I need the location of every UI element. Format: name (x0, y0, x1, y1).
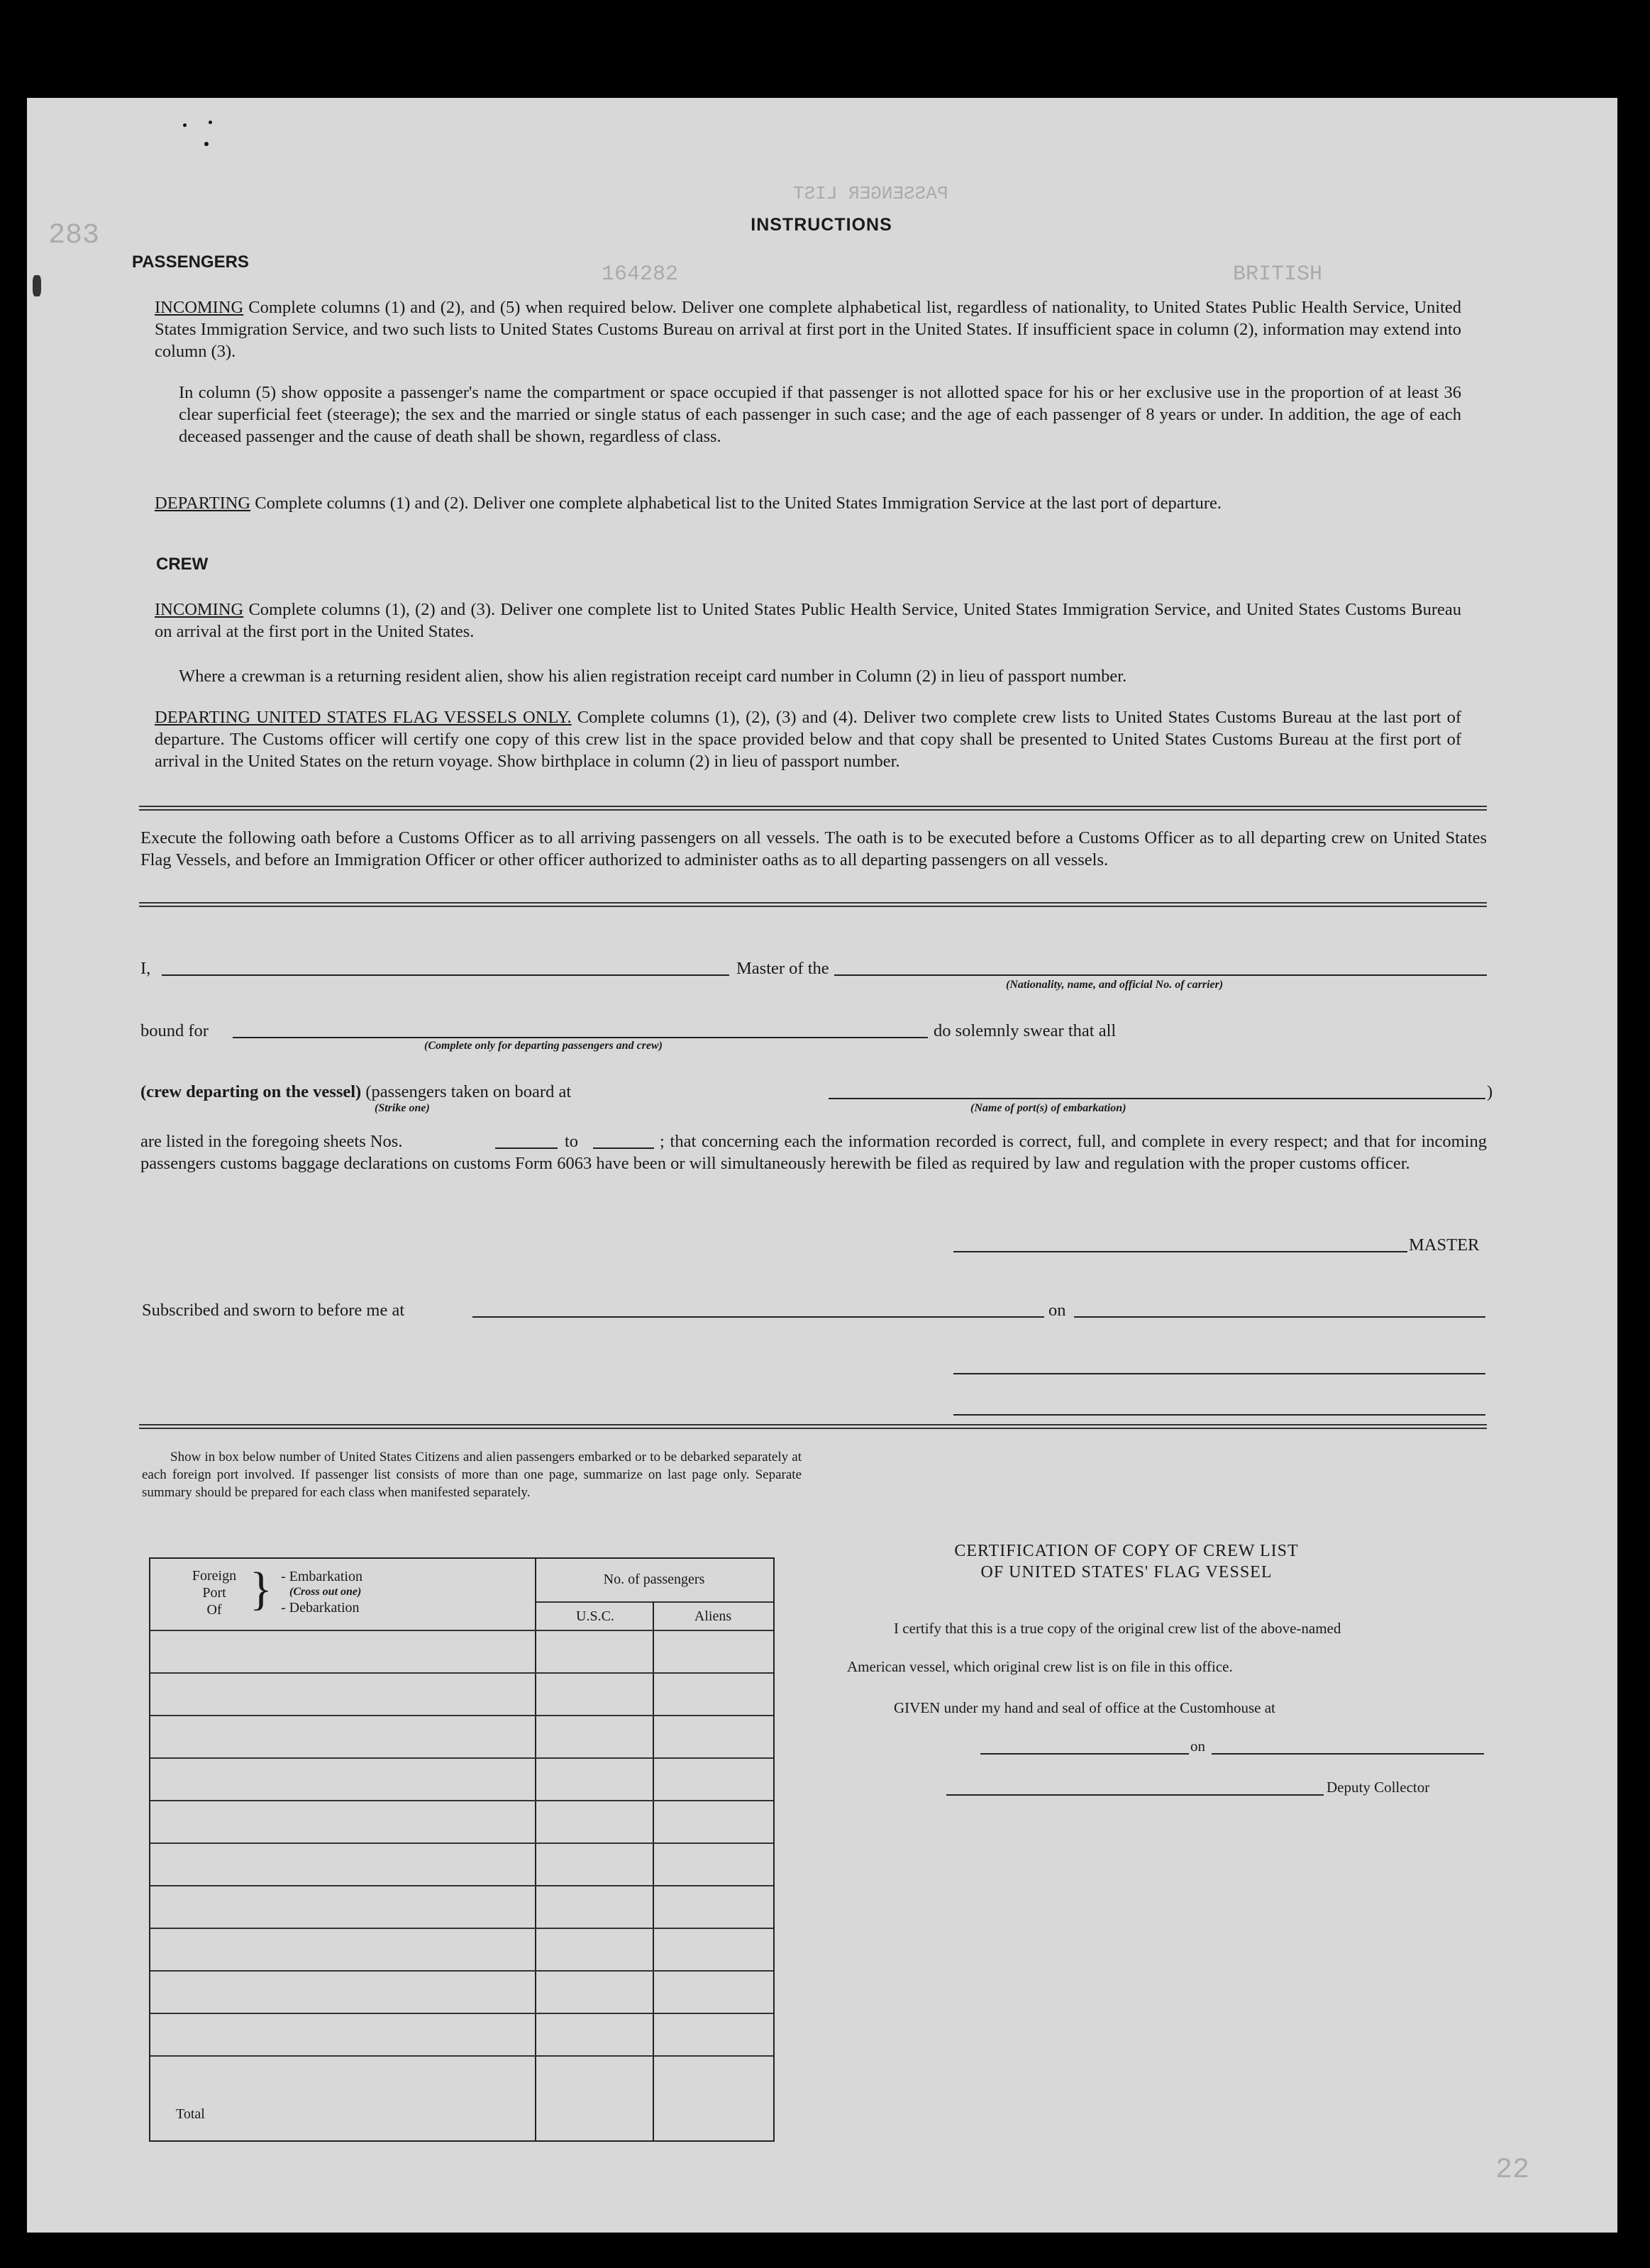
table-row-border (150, 1885, 773, 1886)
column5-paragraph: In column (5) show opposite a passenger's name the compartment or space occupied if that passenger is not allotted space for his or her exclusive use in the proportion of at least 36 clear superficial feet (steerage); the sex and the married or single status of each passenger in such case; and the age of each passenger of 8 years or under. In addition, the age of each deceased passenger and the cause of death shall be shown, regardless of class. (179, 383, 1461, 446)
certification-date-line[interactable] (1212, 1753, 1484, 1755)
section-divider (139, 1424, 1487, 1429)
table-row-border (150, 1800, 773, 1801)
aliens-header: Aliens (694, 1608, 732, 1624)
oath-solemnly: do solemnly swear that all (934, 1021, 1117, 1040)
certification-title-2: OF UNITED STATES' FLAG VESSEL (980, 1563, 1273, 1582)
master-label: MASTER (1409, 1235, 1480, 1255)
crew-departing-option[interactable]: (crew departing on the vessel) (140, 1082, 362, 1101)
subscribed-place-line[interactable] (472, 1316, 1044, 1318)
instructions-title: INSTRUCTIONS (751, 215, 892, 235)
passengers-departing-label: DEPARTING (155, 494, 251, 513)
form-page (27, 98, 1617, 2233)
table-row-border (150, 1928, 773, 1929)
ports-line[interactable] (829, 1098, 1485, 1099)
table-row-border (150, 2013, 773, 2014)
no-of-passengers-header: No. of passengers (603, 1572, 705, 1587)
bleed-through-bottom-number: 22 (1495, 2155, 1530, 2186)
bleed-through-page-number: 283 (48, 220, 100, 252)
table-row-border (150, 1757, 773, 1759)
passengers-incoming-text: Complete columns (1) and (2), and (5) when required below. Deliver one complete alphabetical list, regardless of nationality, to United States Public Health Service, United States Immigration Service, and two such lists to United States Customs Bureau on arrival at first port in the United States. If insufficient space in column (2), information may extend into column (3). (155, 298, 1462, 361)
column-divider (653, 1601, 654, 2140)
customhouse-place-line[interactable] (980, 1753, 1189, 1755)
total-label: Total (176, 2106, 205, 2122)
subscribed-label: Subscribed and sworn to before me at (142, 1301, 405, 1320)
deputy-signature-line[interactable] (946, 1794, 1324, 1796)
passengers-incoming-paragraph (155, 296, 1461, 362)
ink-speck (183, 123, 187, 127)
oath-master-of: Master of the (736, 959, 829, 978)
master-signature-line[interactable] (953, 1251, 1407, 1252)
crew-alien-paragraph: Where a crewman is a returning resident alien, show his alien registration receipt card number in Column (2) in lieu of passport number. (179, 667, 1127, 686)
section-divider (139, 902, 1487, 907)
given-line: GIVEN under my hand and seal of office at the Customhouse at (894, 1699, 1275, 1716)
section-divider (139, 806, 1487, 811)
bleed-through-british: BRITISH (1233, 262, 1323, 287)
subscribed-on: on (1048, 1301, 1066, 1320)
certification-title-1: CERTIFICATION OF COPY OF CREW LIST (954, 1542, 1299, 1560)
brace-icon: } (250, 1563, 272, 1615)
header-divider (536, 1601, 773, 1603)
header-row-border (150, 1630, 773, 1631)
oath-bound-for: bound for (140, 1021, 209, 1040)
certify-line-2: American vessel, which original crew list is on file in this office. (847, 1658, 1233, 1675)
officer-signature-line-2[interactable] (953, 1414, 1485, 1416)
deputy-collector-label: Deputy Collector (1327, 1779, 1430, 1796)
bound-for-line[interactable] (233, 1037, 928, 1038)
table-row-border (150, 1672, 773, 1674)
carrier-line[interactable] (834, 974, 1487, 976)
embarkation-label[interactable]: - Embarkation (281, 1569, 362, 1584)
officer-signature-line-1[interactable] (953, 1373, 1485, 1374)
crew-departing-label: DEPARTING UNITED STATES FLAG VESSELS ONLY. (155, 708, 572, 727)
crew-departing-text: Complete columns (1), (2), (3) and (4). Deliver two complete crew lists to United States Customs Bureau at the last port of departure. The Customs officer will certify one copy of this crew list in the space provided below and that copy shall be presented to United States Customs Bureau at the first port of arrival in the United States on the return voyage. Show birthplace in column (2) in lieu of passport number. (155, 708, 1461, 771)
oath-crew-departing (140, 1081, 571, 1103)
oath-listed-text: ; that concerning each the information recorded is correct, full, and complete in every respect; and that for incoming passengers customs baggage declarations on customs Form 6063 have been or will simultaneously herewith be filed as required by law and regulation with the proper customs officer. (140, 1132, 1487, 1173)
crew-incoming-label: INCOMING (155, 600, 244, 619)
subscribed-date-line[interactable] (1074, 1316, 1485, 1318)
strike-one-caption: (Strike one) (375, 1102, 430, 1114)
passenger-summary-table (149, 1557, 775, 2142)
passengers-taken-option[interactable]: (passengers taken on board at (365, 1082, 572, 1101)
oath-i-label: I, (140, 959, 151, 978)
oath-intro: Execute the following oath before a Customs Officer as to all arriving passengers on all vessels. The oath is to be executed before a Customs Officer as to all departing crew on United States Flag Vessels, and before an Immigration Officer or other officer authorized to administer oaths as to all departing passengers on all vessels. (140, 828, 1487, 869)
ink-speck (209, 121, 212, 124)
table-row-border (150, 2055, 773, 2057)
column-divider (535, 1559, 536, 2140)
table-row-border (150, 1970, 773, 1972)
bleed-through-header: PASSENGER LIST (793, 183, 948, 204)
ink-speck (204, 142, 209, 146)
certification-on: on (1190, 1738, 1205, 1755)
summary-instructions: Show in box below number of United States Citizens and alien passengers embarked or to be debarked separately at each foreign port involved. If passenger list consists of more than one page, summarize on last page only. Separate summary should be prepared for each class when manifested separately. (142, 1450, 802, 1500)
crew-incoming-paragraph (155, 599, 1461, 643)
passengers-departing-paragraph (155, 492, 1461, 514)
oath-listed-to: to (565, 1132, 579, 1151)
nationality-caption: (Nationality, name, and official No. of carrier) (1006, 979, 1224, 991)
complete-only-caption: (Complete only for departing passengers and crew) (424, 1040, 663, 1052)
ink-speck (33, 275, 41, 296)
bleed-through-number: 164282 (602, 262, 679, 287)
oath-listed-line1-a: are listed in the foregoing sheets Nos. (140, 1132, 403, 1151)
certify-line-1: I certify that this is a true copy of the original crew list of the above-named (894, 1620, 1341, 1637)
ports-caption: (Name of port(s) of embarkation) (970, 1102, 1126, 1114)
table-row-border (150, 1715, 773, 1716)
crew-heading: CREW (156, 555, 209, 574)
oath-close-paren: ) (1487, 1082, 1493, 1101)
usc-header: U.S.C. (576, 1608, 614, 1624)
passengers-incoming-label: INCOMING (155, 298, 244, 317)
table-row-border (150, 1842, 773, 1844)
debarkation-label[interactable]: - Debarkation (281, 1600, 360, 1616)
foreign-port-of-label: Foreign Port Of (192, 1568, 237, 1618)
crew-incoming-text: Complete columns (1), (2) and (3). Deliver one complete list to United States Public Health Service, United States Immigration Service, and United States Customs Bureau on arrival at the first port in the United States. (155, 600, 1461, 641)
cross-out-caption: (Cross out one) (289, 1586, 362, 1598)
passengers-departing-text: Complete columns (1) and (2). Deliver one complete alphabetical list to the United States Immigration Service at the last port of departure. (255, 494, 1222, 513)
master-name-line[interactable] (162, 974, 729, 976)
crew-departing-paragraph (155, 706, 1461, 772)
passengers-heading: PASSENGERS (132, 252, 249, 272)
